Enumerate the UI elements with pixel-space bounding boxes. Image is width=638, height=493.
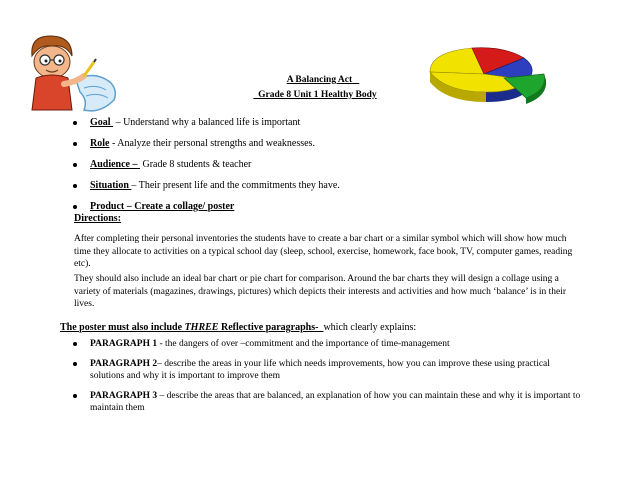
- bullet-icon: [73, 362, 77, 366]
- bullet-label: Role: [90, 138, 110, 149]
- paragraph-label: PARAGRAPH 2: [90, 358, 158, 369]
- list-item-situation: [73, 179, 593, 200]
- paragraph-text: – describe the areas in your life which needs improvements, how you can improve these using practical solutions and why it is important to improve them: [90, 358, 550, 381]
- paragraph-text: – describe the areas that are balanced, an explanation of how you can maintain these and why it is important to maintain them: [90, 390, 581, 413]
- bullet-text: – Understand why a balanced life is important: [113, 117, 301, 128]
- directions-heading: [74, 213, 121, 224]
- poster-line-part3: Reflective paragraphs-: [218, 322, 324, 333]
- paragraph-label: PARAGRAPH 3: [90, 390, 158, 401]
- poster-line-part1: The poster must also include: [60, 322, 185, 333]
- list-item-goal: [73, 116, 593, 137]
- title-line-1: A Balancing Act: [286, 75, 360, 85]
- list-item-audience: [73, 158, 593, 179]
- page-subtitle: [0, 90, 634, 100]
- bullet-text: - Analyze their personal strengths and weaknesses.: [109, 138, 315, 149]
- directions-paragraph-1: After completing their personal inventories the students have to create a bar chart or a similar symbol which will show how much time they allocate to activities on a typical school day (sleep, school, exercise, homework, face book, TV, computer games, reading etc).: [74, 234, 573, 269]
- paragraph-text: - the dangers of over –commitment and the importance of time-management: [157, 339, 450, 349]
- bullet-icon: [73, 394, 77, 398]
- directions-heading-text: Directions:: [74, 213, 122, 224]
- bullet-label: Goal: [90, 117, 114, 128]
- poster-line-part4: which clearly explains:: [323, 322, 417, 333]
- bullet-label: Situation: [90, 180, 132, 191]
- bullet-icon: [73, 205, 77, 209]
- bullet-icon: [73, 342, 77, 346]
- directions-paragraph-2: They should also include an ideal bar chart or pie chart for comparison. Around the bar charts they will design a collage using a variety of materials (magazines, drawings, pictures) which depicts their interests and activities and how much ‘balance’ is in their lives.: [74, 274, 567, 309]
- bullet-label: Audience –: [90, 159, 140, 170]
- bullet-icon: [73, 142, 77, 146]
- boy-writing-scroll-icon: [14, 30, 126, 118]
- list-item-product: [73, 200, 593, 221]
- paragraph-requirement-list: [73, 338, 583, 422]
- bullet-text: – Their present life and the commitments they have.: [131, 180, 340, 191]
- bullet-text: Grade 8 students & teacher: [140, 159, 252, 170]
- list-item-role: [73, 137, 593, 158]
- poster-line-part2: THREE: [184, 322, 219, 333]
- list-item-paragraph-1: [73, 338, 583, 351]
- bullet-label: Product – Create a collage/ poster: [90, 201, 235, 212]
- list-item-paragraph-2: [73, 358, 583, 383]
- title-line-2: Grade 8 Unit 1 Healthy Body: [253, 90, 377, 100]
- bullet-icon: [73, 121, 77, 125]
- paragraph-label: PARAGRAPH 1: [90, 339, 158, 349]
- bullet-icon: [73, 184, 77, 188]
- page-title: [4, 75, 638, 85]
- list-item-paragraph-3: [73, 390, 583, 415]
- poster-requirement-line: [60, 322, 416, 333]
- gras-bullet-list: [73, 116, 593, 221]
- bullet-icon: [73, 163, 77, 167]
